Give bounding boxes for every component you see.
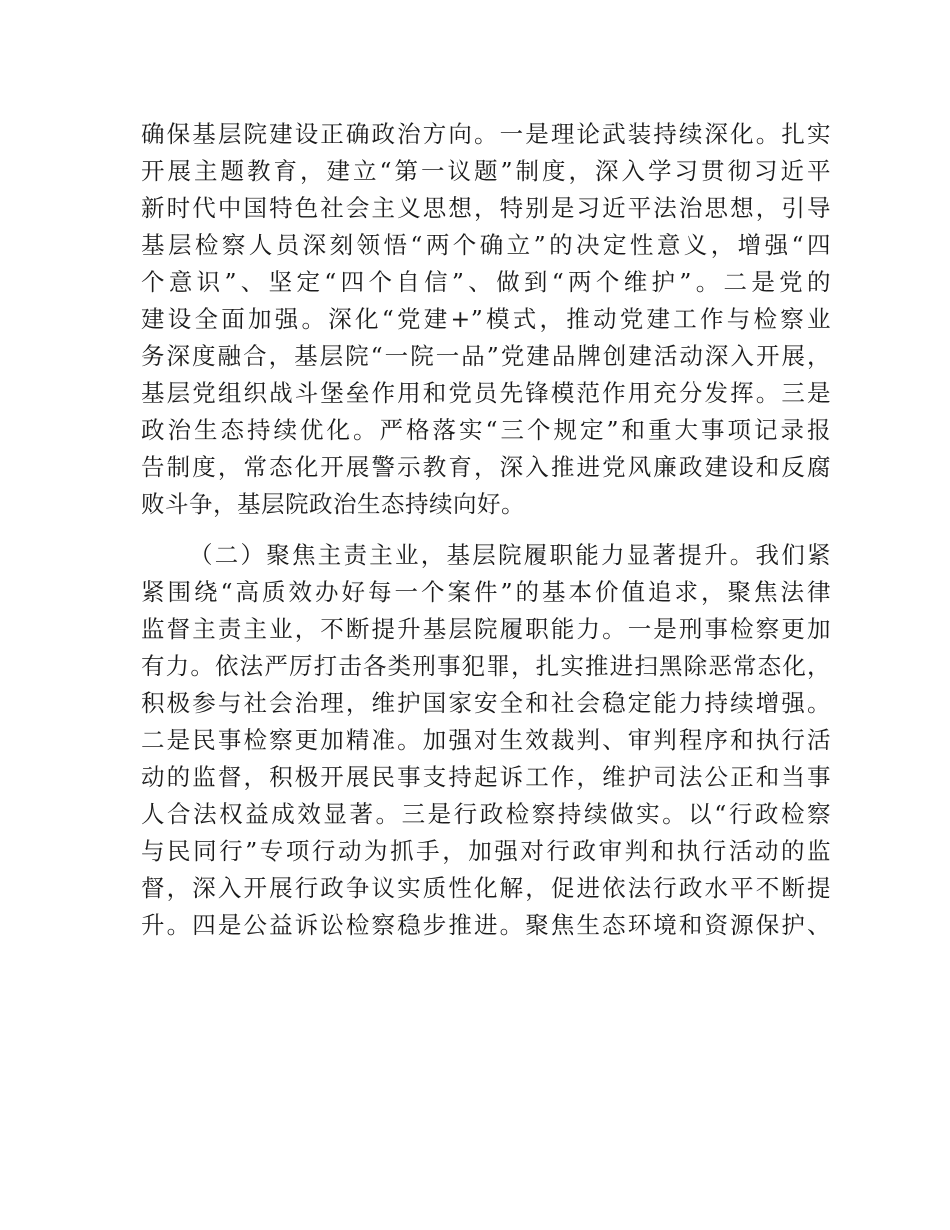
text-line: 二是民事检察更加精准。加强对生效裁判、审判程序和执行活 bbox=[141, 726, 831, 754]
text-line: 有力。依法严厉打击各类刑事犯罪，扎实推进扫黑除恶常态化， bbox=[141, 652, 831, 680]
text-line: 积极参与社会治理，维护国家安全和社会稳定能力持续增强。 bbox=[141, 689, 831, 717]
text-line: 务深度融合，基层院“一院一品”党建品牌创建活动深入开展， bbox=[141, 342, 831, 370]
text-line: 与民同行”专项行动为抓手，加强对行政审判和执行活动的监 bbox=[141, 837, 831, 865]
text-line: 基层检察人员深刻领悟“两个确立”的决定性意义，增强“四 bbox=[141, 231, 831, 259]
text-line: 升。四是公益诉讼检察稳步推进。聚焦生态环境和资源保护、 bbox=[141, 911, 831, 939]
text-line: 个意识”、坚定“四个自信”、做到“两个维护”。二是党的 bbox=[141, 268, 831, 296]
text-line: 监督主责主业，不断提升基层院履职能力。一是刑事检察更加 bbox=[141, 615, 831, 643]
text-line: 人合法权益成效显著。三是行政检察持续做实。以“行政检察 bbox=[141, 800, 831, 828]
paragraph-2 bbox=[141, 537, 831, 944]
text-line: 紧围绕“高质效办好每一个案件”的基本价值追求，聚焦法律 bbox=[141, 578, 831, 606]
text-line: 督，深入开展行政争议实质性化解，促进依法行政水平不断提 bbox=[141, 874, 831, 902]
text-line: 败斗争，基层院政治生态持续向好。 bbox=[141, 490, 525, 518]
text-line: 基层党组织战斗堡垒作用和党员先锋模范作用充分发挥。三是 bbox=[141, 379, 831, 407]
paragraph-spacer bbox=[141, 523, 831, 537]
text-line: （二）聚焦主责主业，基层院履职能力显著提升。我们紧 bbox=[189, 541, 831, 569]
text-line: 政治生态持续优化。严格落实“三个规定”和重大事项记录报 bbox=[141, 416, 831, 444]
text-line: 动的监督，积极开展民事支持起诉工作，维护司法公正和当事 bbox=[141, 763, 831, 791]
text-line: 建设全面加强。深化“党建+”模式，推动党建工作与检察业 bbox=[141, 305, 831, 333]
text-line: 确保基层院建设正确政治方向。一是理论武装持续深化。扎实 bbox=[141, 120, 831, 148]
text-line: 新时代中国特色社会主义思想，特别是习近平法治思想，引导 bbox=[141, 194, 831, 222]
paragraph-1 bbox=[141, 116, 831, 523]
text-line: 开展主题教育，建立“第一议题”制度，深入学习贯彻习近平 bbox=[141, 157, 831, 185]
text-line: 告制度，常态化开展警示教育，深入推进党风廉政建设和反腐 bbox=[141, 453, 831, 481]
document-body bbox=[141, 116, 831, 944]
